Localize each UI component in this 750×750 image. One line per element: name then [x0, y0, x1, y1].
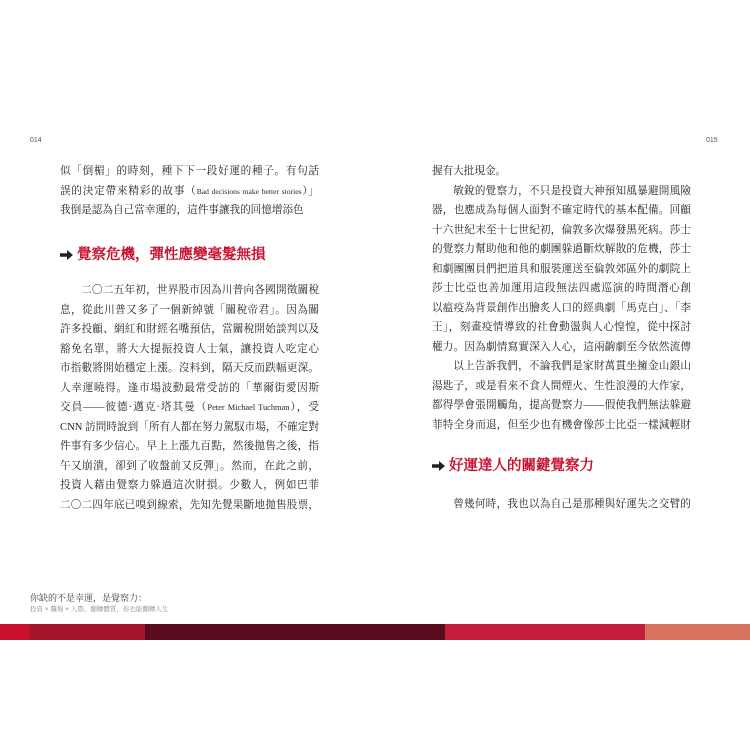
text-line: 似「倒楣」的時刻，種下下一段好運的種子。有句話 — [60, 166, 319, 177]
arrow-right-icon — [60, 250, 73, 260]
text-line — [60, 182, 319, 202]
text-line: 菲特全身而退，但至少也有機會像莎士比亞一樣減輕財 — [432, 419, 691, 431]
text-segment: ）」 — [301, 185, 319, 197]
color-bar-segment — [30, 624, 145, 640]
text-line: 敏銳的覺察力，不只是投資大神預知風暴避開風險 — [453, 185, 691, 197]
text-line: 握有大批現金。 — [432, 166, 507, 177]
text-line: 以瘟疫為背景創作出膾炙人口的經典劇「馬克白」、「李 — [432, 302, 691, 314]
section-heading — [60, 245, 319, 265]
text-line: 市指數將開始穩定上漲。沒料到，隔天反而跌幅更深。 — [60, 363, 319, 375]
text-line: 權力。因為劇情寫實深入人心，這兩齣劇至今依然流傳 — [432, 341, 691, 353]
page-number-left: 014 — [30, 137, 42, 144]
book-subtitle-footer: 投資 × 職場 × 人際，翻轉體質，你也能翻轉人生 — [30, 606, 169, 613]
text-line: 息，從此川普又多了一個新綽號「關稅帝君」。因為關 — [60, 304, 319, 316]
text-line: CNN 訪問時說到「所有人都在努力駕馭市場，不確定對 — [60, 421, 319, 433]
decorative-color-bar — [0, 624, 750, 640]
text-line: 湯匙子，或是看來不食人間煙火、生性浪漫的大作家， — [432, 380, 691, 392]
text-line: 二〇二四年底已嗅到線索，先知先覺果斷地拋售股票， — [60, 499, 319, 511]
text-segment: ），受 — [289, 402, 319, 414]
text-line: 器，也應成為每個人面對不確定時代的基本配備。回顧 — [432, 205, 691, 216]
text-line — [60, 398, 319, 418]
latin-text-segment: Bad decisions make better stories — [196, 186, 302, 196]
color-bar-segment — [445, 624, 645, 640]
arrow-right-icon — [432, 461, 445, 471]
right-page-text — [432, 162, 691, 515]
text-line: 人幸運曉得。逢市場波動最常受訪的「華爾街愛因斯 — [60, 382, 319, 394]
book-title-footer: 你缺的不是幸運，是覺察力： — [30, 593, 148, 603]
text-line: 莎士比亞也善加運用這段無法四處巡演的時間潛心創 — [432, 283, 691, 294]
text-line: 二〇二五年初，世界股市因為川普向各國開徵關稅 — [81, 285, 319, 297]
color-bar-segment — [0, 624, 30, 640]
text-segment: 誤的決定帶來精彩的故事（ — [60, 185, 197, 197]
text-line: 以上告訴我們，不論我們是家財萬貫坐擁金山銀山 — [453, 361, 691, 372]
text-line: 豁免名單，將大大提振投資人士氣，讓投資人吃定心 — [60, 343, 319, 355]
section-heading — [432, 456, 691, 476]
left-page-text — [60, 162, 319, 515]
text-segment: 交員——彼德·邁克·塔其曼（ — [60, 402, 208, 414]
text-line: 都得學會張開觸角，提高覺察力——假使我們無法躲避 — [432, 400, 691, 411]
text-line: 的覺察力幫助他和他的劇團躲過斷炊解散的危機，莎士 — [432, 244, 691, 255]
text-line: 我倒是認為自己當幸運的，這件事讓我的回憶增添色 — [60, 205, 304, 216]
text-line: 曾幾何時，我也以為自己是那種與好運失之交臂的 — [453, 499, 691, 510]
latin-text-segment: Peter Michael Tuchman — [207, 403, 290, 413]
text-line: 和劇團團員們把道具和服裝運送至倫敦郊區外的劇院上 — [432, 263, 691, 275]
text-line: 十六世紀末至十七世紀初，倫敦多次爆發黑死病。莎士 — [432, 224, 691, 236]
text-line: 午又崩潰，卻到了收盤前又反彈」。然而，在此之前， — [60, 460, 319, 472]
text-line: 投資人藉由覺察力躲過這次財損。少數人，例如巴菲 — [60, 480, 319, 492]
text-line: 許多投顧、網紅和財經名嘴預估，當關稅開始談判以及 — [60, 324, 319, 336]
text-line: 王」，刻畫疫情導致的社會動盪與人心惶惶，從中探討 — [432, 322, 691, 333]
section-heading-text: 好運達人的關鍵覺察力 — [449, 458, 594, 474]
color-bar-segment — [645, 624, 750, 640]
color-bar-segment — [145, 624, 445, 640]
section-heading-text: 覺察危機，彈性應變毫髮無損 — [77, 247, 266, 263]
text-line: 件事有多少信心。早上上漲九百點，然後拋售之後，指 — [60, 441, 319, 453]
page-number-right: 015 — [706, 137, 718, 144]
